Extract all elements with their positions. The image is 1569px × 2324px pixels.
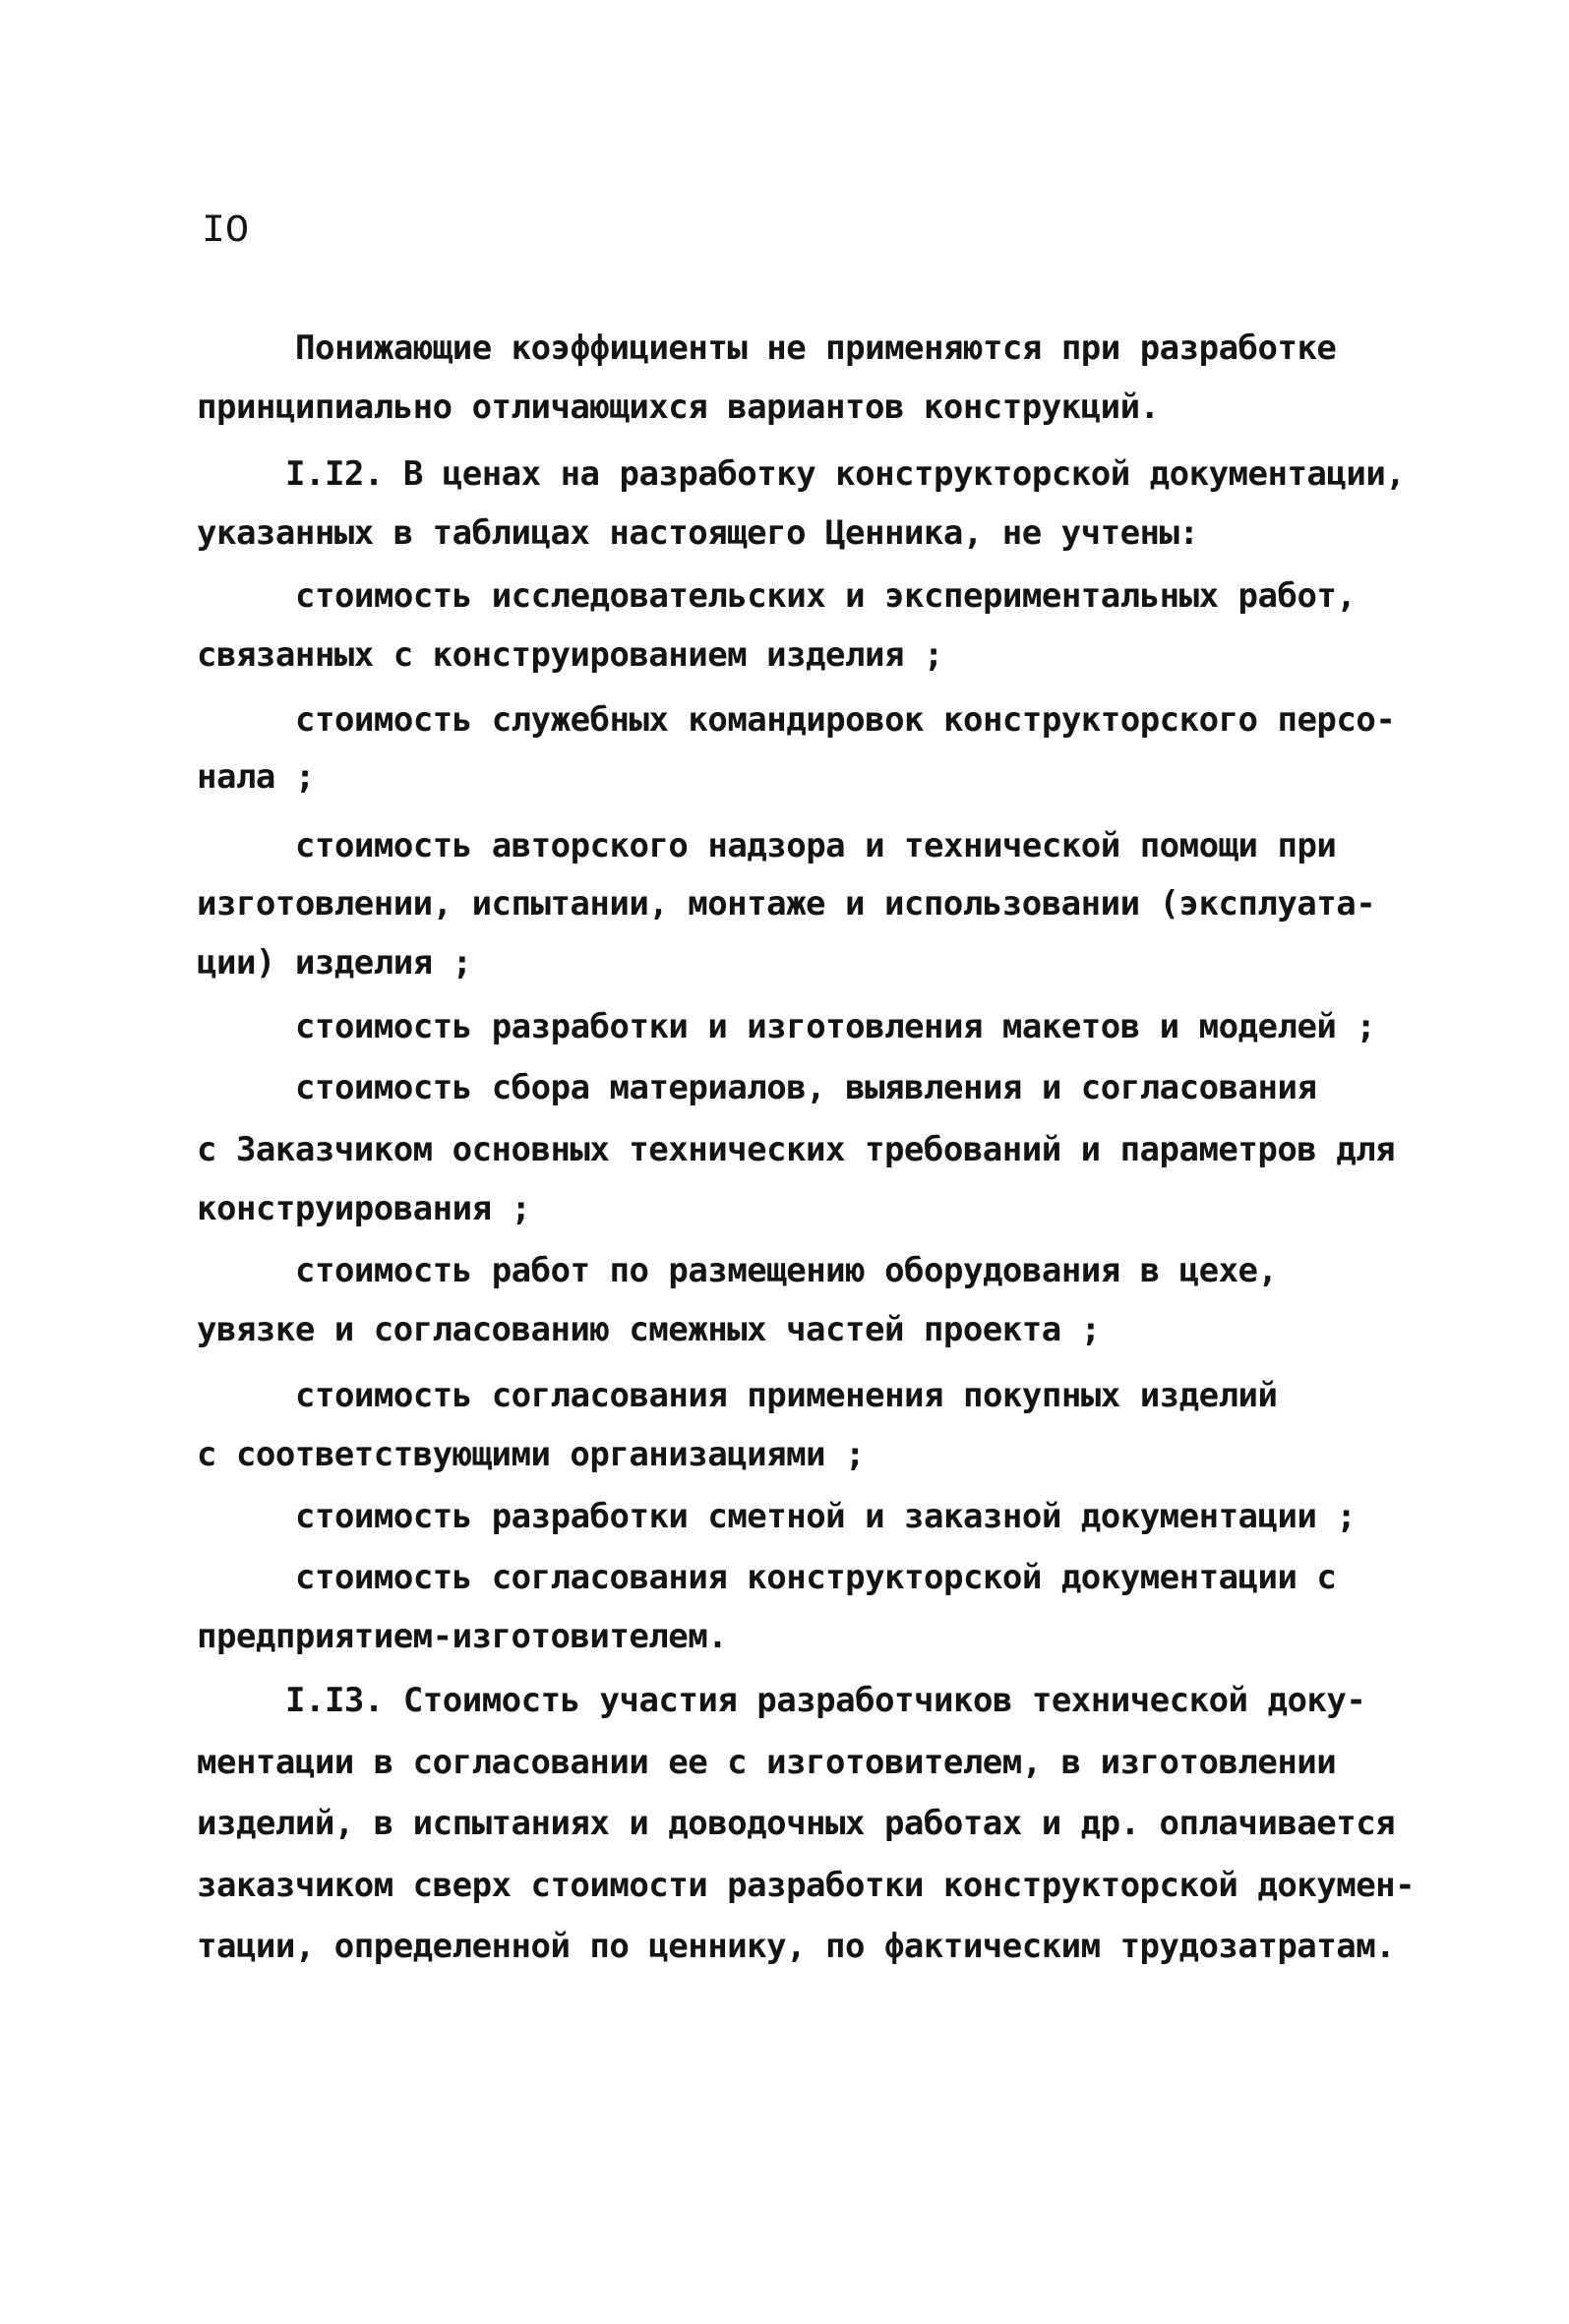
text-line: с Заказчиком основных технических требований и параметров для xyxy=(197,1130,1396,1169)
text-line: стоимость разработки сметной и заказной документации ; xyxy=(295,1497,1357,1536)
text-line: указанных в таблицах настоящего Ценника, не учтены: xyxy=(197,513,1199,553)
text-line: стоимость согласования конструкторской документации с xyxy=(295,1558,1337,1597)
text-line: тации, определенной по ценнику, по фактическим трудозатратам. xyxy=(197,1927,1396,1966)
text-line: ментации в согласовании ее с изготовителем, в изготовлении xyxy=(197,1743,1337,1782)
text-line: предприятием-изготовителем. xyxy=(197,1617,728,1656)
text-line: стоимость согласования применения покупных изделий xyxy=(295,1376,1278,1415)
text-line: принципиально отличающихся вариантов конструкций. xyxy=(197,387,1160,427)
text-line: стоимость авторского надзора и технической помощи при xyxy=(295,826,1337,865)
page-number: IO xyxy=(202,209,250,254)
text-line: стоимость сбора материалов, выявления и согласования xyxy=(295,1068,1317,1107)
text-line: I.I3. Стоимость участия разработчиков технической доку- xyxy=(285,1681,1366,1720)
text-line: увязке и согласованию смежных частей проекта ; xyxy=(197,1310,1101,1349)
text-line: изготовлении, испытании, монтаже и использовании (эксплуата- xyxy=(197,884,1376,924)
text-line: конструирования ; xyxy=(197,1189,531,1228)
text-line: ции) изделия ; xyxy=(197,943,472,983)
text-line: Понижающие коэффициенты не применяются при разработке xyxy=(295,328,1337,368)
text-line: нала ; xyxy=(197,757,315,797)
text-line: с соответствующими организациями ; xyxy=(197,1435,865,1474)
text-line: заказчиком сверх стоимости разработки конструкторской докумен- xyxy=(197,1866,1416,1905)
text-line: стоимость разработки и изготовления макетов и моделей ; xyxy=(295,1007,1376,1046)
text-line: I.I2. В ценах на разработку конструкторской документации, xyxy=(285,454,1406,494)
text-line: стоимость работ по размещению оборудования в цехе, xyxy=(295,1251,1278,1290)
text-line: стоимость служебных командировок конструкторского персо- xyxy=(295,700,1396,740)
text-line: стоимость исследовательских и экспериментальных работ, xyxy=(295,576,1357,616)
text-line: связанных с конструированием изделия ; xyxy=(197,635,943,675)
text-line: изделий, в испытаниях и доводочных работах и др. оплачивается xyxy=(197,1804,1396,1843)
